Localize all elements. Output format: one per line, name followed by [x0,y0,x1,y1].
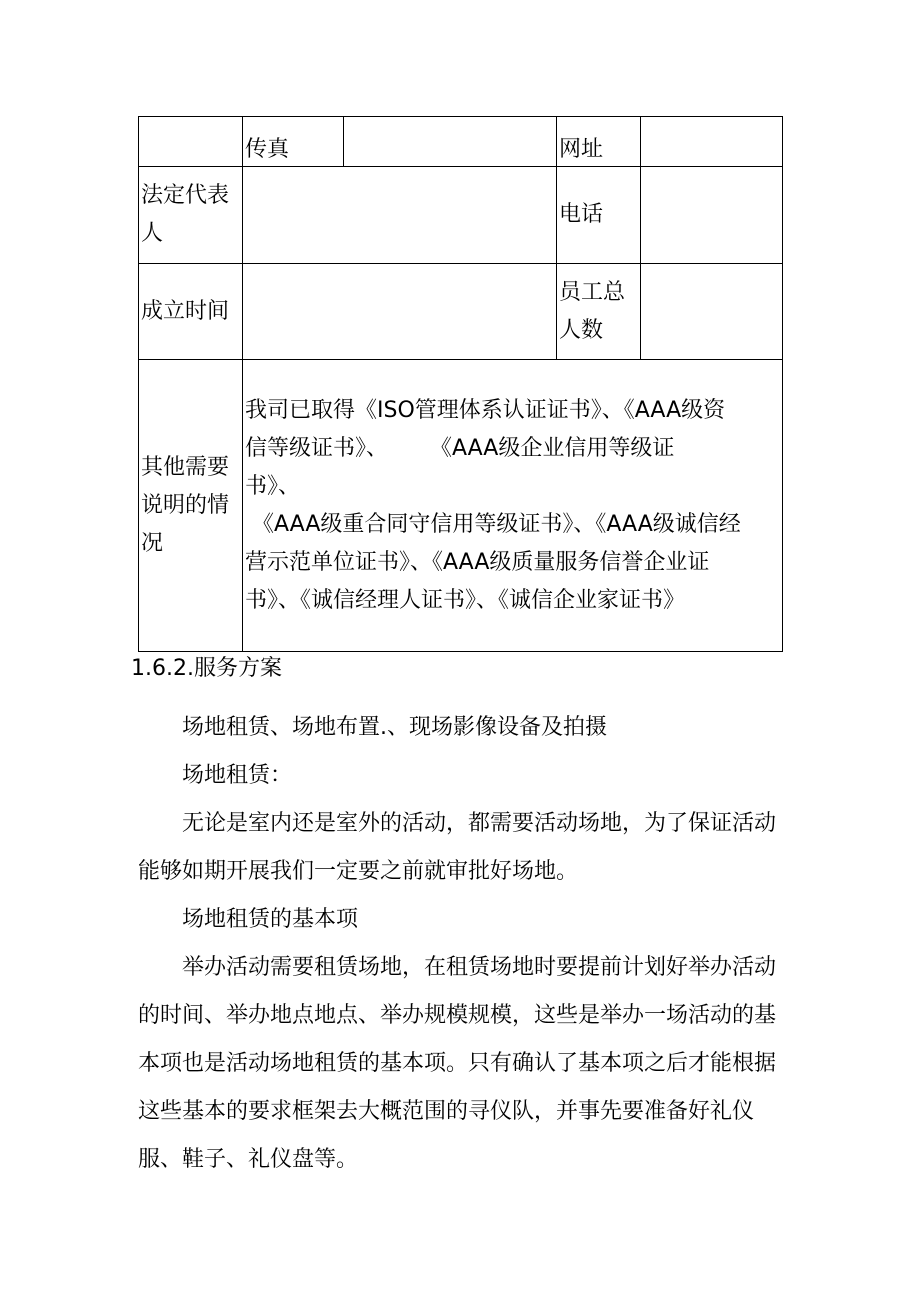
table-row-legal-rep [139,167,783,264]
notes-line: 书》、《诚信经理人证书》、《诚信企业家证书》 [245,587,686,613]
paragraph: 场地租赁、场地布置.、现场影像设备及拍摄 [182,715,607,740]
employees-label: 员工总人数 [557,264,641,360]
notes-value [243,360,783,652]
paragraph: 场地租赁的基本项 [182,907,359,932]
phone-value [641,167,783,264]
company-info-table [138,116,783,652]
notes-line: 营示范单位证书》、《AAA级质量服务信誉企业证 [245,549,710,575]
table-row-notes [139,360,783,652]
paragraph: 场地租赁： [182,763,293,788]
fax-value [344,117,557,167]
section-body [138,704,788,1184]
notes-line: 我司已取得《ISO管理体系认证证书》、《AAA级资 [245,397,726,423]
table-row-fax [139,117,783,167]
founded-value [243,264,557,360]
phone-label: 电话 [557,167,641,264]
employees-value [641,264,783,360]
legal-rep-label: 法定代表人 [139,167,243,264]
notes-line: 书》、 [245,473,301,499]
notes-label: 其他需要说明的情况 [139,360,243,652]
paragraph: 举办活动需要租赁场地，在租赁场地时要提前计划好举办活动的时间、举办地点地点、举办规模规模，这些是举办一场活动的基本项也是活动场地租赁的基本项。只有确认了基本项之后才能根据这些基本的要求框架去大概范围的寻仪队，并事先要准备好礼仪服、鞋子、礼仪盘等。 [138,955,777,1172]
website-value [641,117,783,167]
website-label: 网址 [557,117,641,167]
empty-cell [139,117,243,167]
notes-line: 《AAA级重合同守信用等级证书》、《AAA级诚信经 [245,511,741,537]
legal-rep-value [243,167,557,264]
fax-label: 传真 [243,117,344,167]
table-row-founded [139,264,783,360]
founded-label: 成立时间 [139,264,243,360]
section-heading: 1.6.2.服务方案 [131,656,282,681]
notes-line: 信等级证书》、 《AAA级企业信用等级证 [245,435,675,461]
paragraph: 无论是室内还是室外的活动，都需要活动场地，为了保证活动能够如期开展我们一定要之前就审批好场地。 [138,811,777,884]
